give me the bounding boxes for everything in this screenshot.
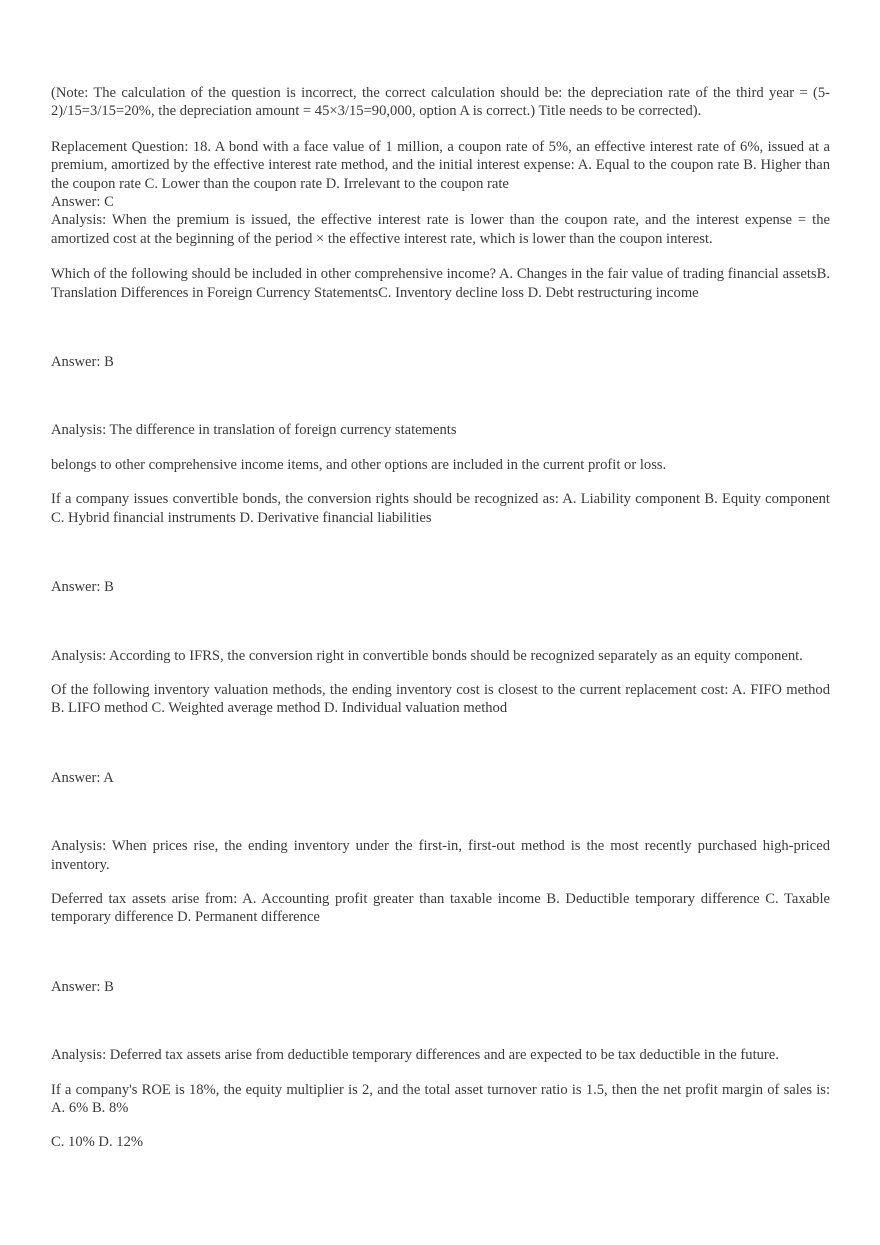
roe-question: If a company's ROE is 18%, the equity multiplier is 2, and the total asset turnover ratio is 1.5, then the net profit margin of sales is: A. 6% B. 8% — [51, 1081, 830, 1116]
inventory-question: Of the following inventory valuation methods, the ending inventory cost is closest to the current replacement cost: A. FIFO method B. LIFO method C. Weighted average method D. Individual valuation method — [51, 681, 830, 717]
deferred-tax-question: Deferred tax assets arise from: A. Accounting profit greater than taxable income B. Deductible temporary difference C. Taxable temporary difference D. Permanent difference — [51, 890, 830, 926]
oci-question: Which of the following should be included in other comprehensive income? A. Changes in the fair value of trading financial assetsB. Translation Differences in Foreign Currency StatementsC. Inventory decline loss D. Debt restructuring income — [51, 266, 830, 301]
deferred-tax-analysis: Analysis: Deferred tax assets arise from deductible temporary differences and are expected to be tax deductible in the future. — [51, 1047, 779, 1064]
q18-answer: Answer: C — [51, 194, 114, 211]
document-page — [51, 84, 830, 1152]
q18-question: Replacement Question: 18. A bond with a face value of 1 million, a coupon rate of 5%, an effective interest rate of 6%, issued at a premium, amortized by the effective interest rate method, and the initial interest expense: A. Equal to the coupon rate B. Higher than the coupon rate C. Lower than the coupon rate D. Irrelevant to the coupon rate — [51, 138, 830, 192]
deferred-tax-answer: Answer: B — [51, 978, 114, 995]
convertible-question: If a company issues convertible bonds, the conversion rights should be recognized as: A. Liability component B. Equity component C. Hybrid financial instruments D. Derivative financial liabilities — [51, 491, 830, 526]
inventory-analysis: Analysis: When prices rise, the ending inventory under the first-in, first-out method is the most recently purchased high-priced inventory. — [51, 838, 830, 873]
oci-answer: Answer: B — [51, 354, 114, 371]
convertible-answer: Answer: B — [51, 579, 114, 596]
inventory-answer: Answer: A — [51, 769, 114, 786]
oci-analysis-line2: belongs to other comprehensive income items, and other options are included in the current profit or loss. — [51, 456, 667, 473]
correction-note: (Note: The calculation of the question is incorrect, the correct calculation should be: the depreciation rate of the third year = (5-2)/15=3/15=20%, the depreciation amount = 45×3/15=90,000, option A is correct.) Title needs to be corrected). — [51, 85, 830, 120]
convertible-analysis: Analysis: According to IFRS, the conversion right in convertible bonds should be recognized separately as an equity component. — [51, 647, 803, 664]
roe-options-continued: C. 10% D. 12% — [51, 1134, 144, 1151]
oci-analysis-line1: Analysis: The difference in translation of foreign currency statements — [51, 422, 457, 439]
q18-analysis: Analysis: When the premium is issued, the effective interest rate is lower than the coupon rate, and the interest expense = the amortized cost at the beginning of the period × the effective interest rate, which is lower than the coupon interest. — [51, 212, 830, 247]
